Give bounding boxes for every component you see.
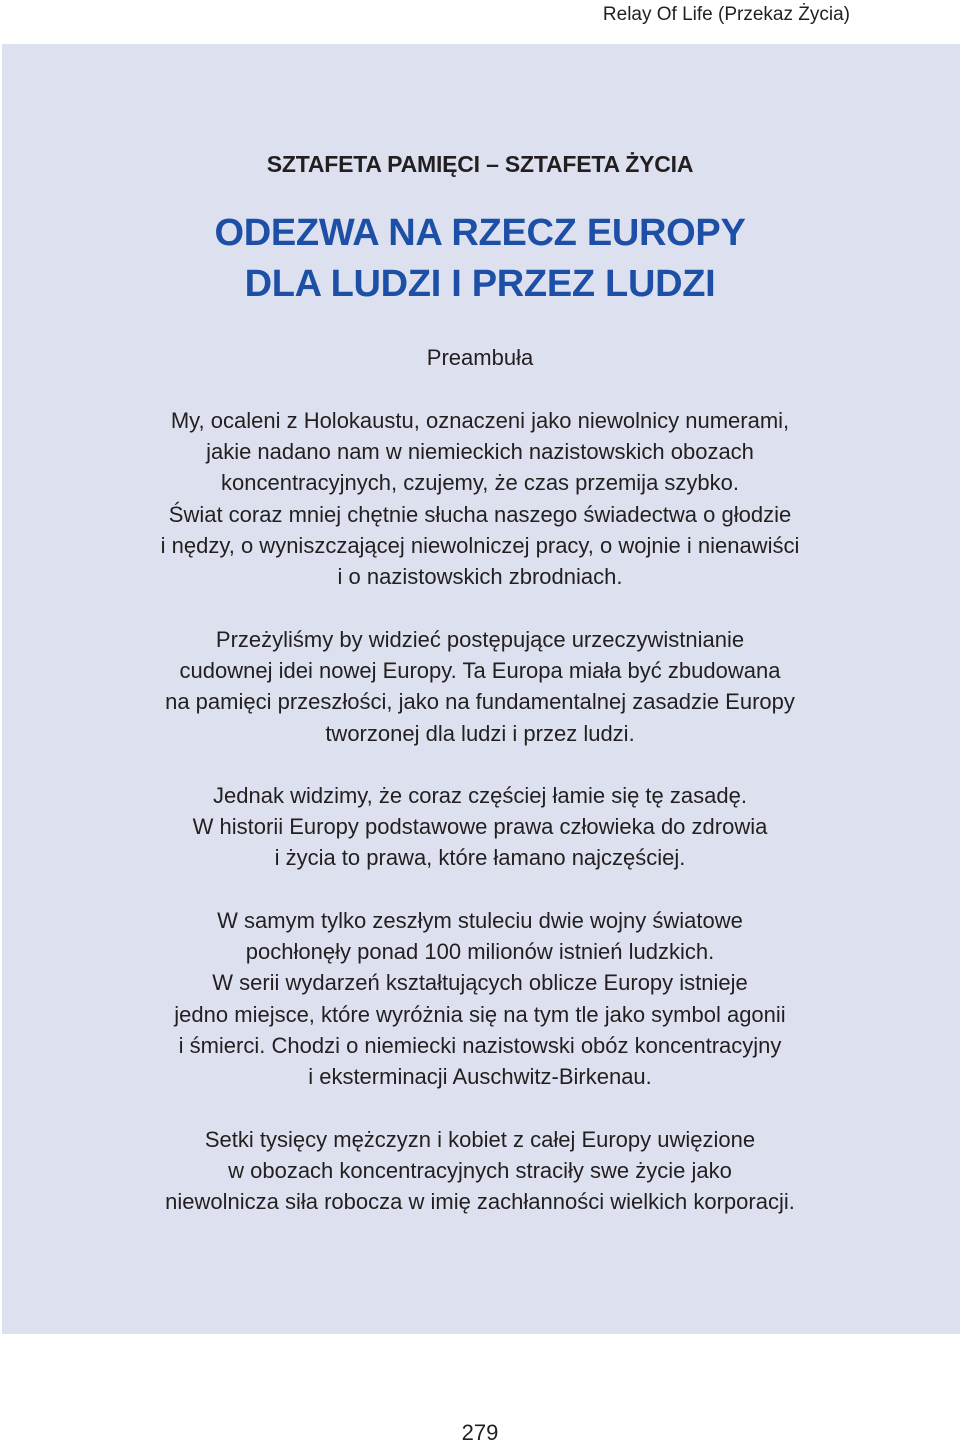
main-title-line-2: DLA LUDZI I PRZEZ LUDZI — [244, 263, 716, 305]
paragraph-line: My, ocaleni z Holokaustu, oznaczeni jako niewolnicy numerami, — [170, 408, 790, 433]
paragraph-line: i eksterminacji Auschwitz-Birkenau. — [308, 1064, 652, 1090]
paragraph-line: cudownej idei nowej Europy. Ta Europa miała być zbudowana — [179, 658, 781, 684]
paragraph-line: W serii wydarzeń kształtujących oblicze Europy istnieje — [212, 970, 748, 996]
paragraph-3 — [100, 780, 860, 874]
main-title-line-1: ODEZWA NA RZECZ EUROPY — [214, 212, 746, 254]
paragraph-line: Świat coraz mniej chętnie słucha naszego świadectwa o głodzie — [168, 501, 792, 527]
paragraph-line: koncentracyjnych, czujemy, że czas przemija szybko. — [221, 470, 739, 496]
paragraph-4 — [100, 905, 860, 1092]
paragraph-line: na pamięci przeszłości, jako na fundamentalnej zasadzie Europy — [165, 689, 795, 715]
paragraph-line: Setki tysięcy mężczyzn i kobiet z całej Europy uwięzione — [204, 1127, 756, 1152]
paragraph-line: i życia to prawa, które łamano najczęściej. — [274, 845, 686, 871]
paragraph-1 — [100, 405, 860, 592]
paragraph-line: jakie nadano nam w niemieckich nazistowskich obozach — [206, 439, 754, 465]
paragraph-line: i o nazistowskich zbrodniach. — [337, 564, 623, 590]
paragraph-line: Przeżyliśmy by widzieć postępujące urzeczywistnianie — [215, 627, 745, 652]
paragraph-2 — [100, 624, 860, 749]
running-header: Relay Of Life (Przekaz Życia) — [602, 4, 850, 25]
paragraph-line: jedno miejsce, które wyróżnia się na tym tle jako symbol agonii — [174, 1001, 786, 1027]
paragraph-line: tworzonej dla ludzi i przez ludzi. — [325, 720, 635, 746]
series-title: SZTAFETA PAMIĘCI – SZTAFETA ŻYCIA — [266, 151, 694, 177]
paragraph-line: niewolnicza siła robocza w imię zachłanności wielkich korporacji. — [165, 1189, 795, 1215]
paragraph-line: W historii Europy podstawowe prawa człowieka do zdrowia — [192, 814, 768, 840]
section-heading: Preambuła — [426, 345, 534, 370]
paragraph-line: i śmierci. Chodzi o niemiecki nazistowski obóz koncentracyjny — [178, 1032, 782, 1058]
paragraph-line: pochłonęły ponad 100 milionów istnień ludzkich. — [245, 939, 715, 965]
paragraph-line: W samym tylko zeszłym stuleciu dwie wojny światowe — [217, 908, 743, 933]
paragraph-line: i nędzy, o wyniszczającej niewolniczej pracy, o wojnie i nienawiści — [160, 532, 800, 558]
paragraph-5 — [100, 1124, 860, 1218]
page-number: 279 — [461, 1420, 499, 1445]
paragraph-line: w obozach koncentracyjnych straciły swe życie jako — [228, 1158, 732, 1184]
paragraph-line: Jednak widzimy, że coraz częściej łamie się tę zasadę. — [213, 783, 747, 808]
